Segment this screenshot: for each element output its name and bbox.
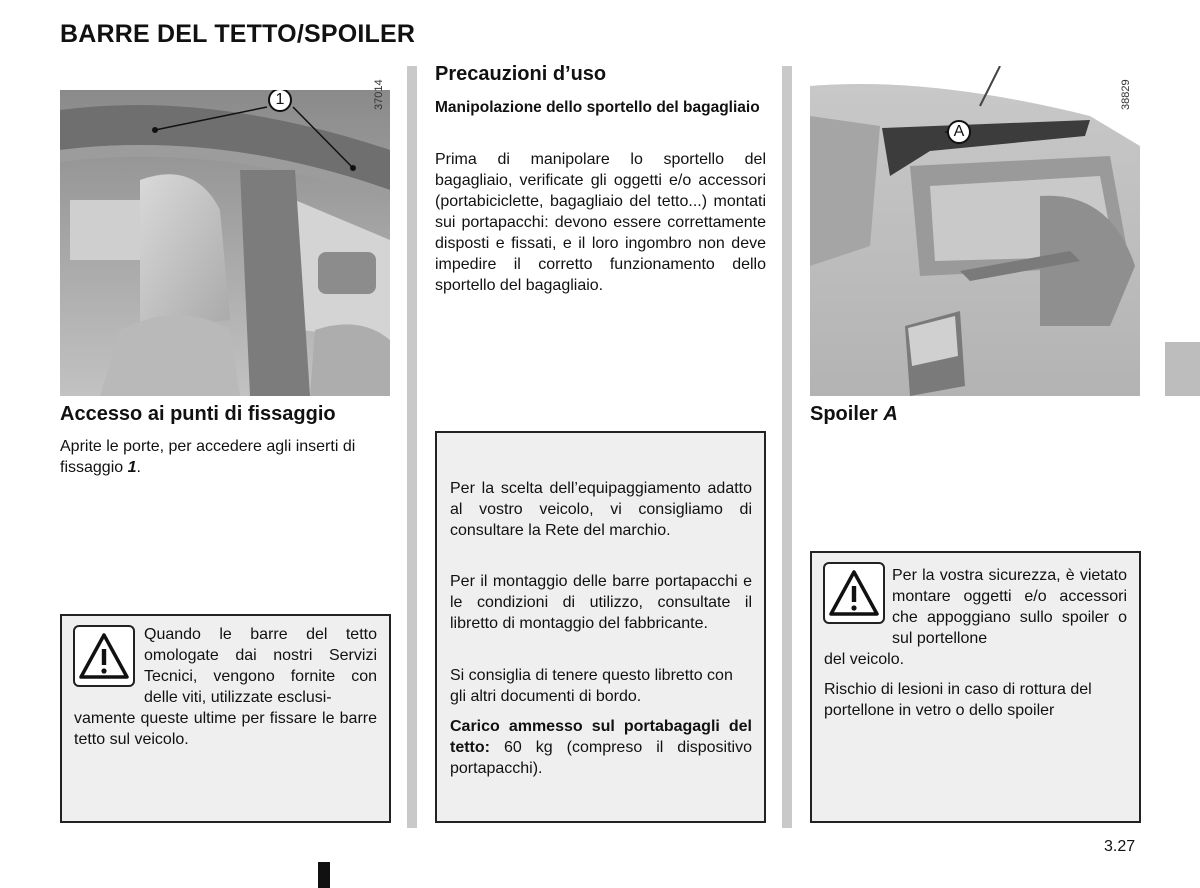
column-divider-right: [782, 66, 792, 828]
heading-precautions: Precauzioni d’uso: [435, 63, 607, 85]
fixing-points-text: Aprite le porte, per accedere agli inserti di fissaggio 1.: [60, 438, 356, 476]
image-code-right: 38829: [1120, 79, 1132, 110]
column-divider-left: [407, 66, 417, 828]
image-code-left: 37014: [373, 79, 385, 110]
callout-1: 1: [268, 90, 292, 112]
info-box-middle: [435, 431, 766, 823]
spoiler-photo: [810, 66, 1140, 396]
warning-box-right: [810, 551, 1141, 823]
note-paragraph-2: Per il montaggio delle barre portapacchi e le condizioni di utilizzo, consultate il libretto di montaggio del fabbricante.: [450, 573, 752, 632]
warning-text-right-rest: del veicolo.: [824, 651, 905, 668]
chapter-tab-marker: [1165, 342, 1200, 396]
warning-text-left-lead: Quando le barre del tetto omologate dai nostri Servizi Tecnici, vengono fornite con delle viti, utilizzate esclusi-: [144, 626, 377, 706]
callout-A: A: [947, 120, 971, 144]
page-title: BARRE DEL TETTO/SPOILER: [60, 20, 416, 48]
page-number: 3.27: [1104, 838, 1136, 855]
note-paragraph-1: Per la scelta dell’equipaggiamento adatto al vostro veicolo, vi consigliamo di consultare la Rete del marchio.: [450, 480, 752, 539]
roof-bar-fixing-photo: [60, 90, 390, 396]
heading-fixing-points: Accesso ai punti di fissaggio: [60, 403, 336, 425]
note-paragraph-4: Carico ammesso sul portabagagli del tetto: 60 kg (compreso il dispositivo portapacchi).: [450, 718, 752, 777]
warning-triangle-icon: [73, 625, 135, 687]
precautions-text: Prima di manipolare lo sportello del bagagliaio, verificate gli oggetti e/o accessori (portabiciclette, bagagliaio del tetto...) montati sui portapacchi: devono essere correttamente disposti e fissati, e il loro ingombro non deve impedire il corretto funzionamento dello sportello del bagagliaio.: [435, 151, 766, 294]
warning-text-left-rest: vamente queste ultime per fissare le barre tetto sul veicolo.: [74, 710, 377, 748]
warning-box-left: [60, 614, 391, 823]
subheading-trunk-lid: Manipolazione dello sportello del bagagliaio: [435, 99, 760, 116]
warning-text-right-lead: Per la vostra sicurezza, è vietato montare oggetti e/o accessori che appoggiano sullo spoiler o sul portellone: [892, 567, 1127, 647]
warning-text-right-p2: Rischio di lesioni in caso di rottura del portellone in vetro o dello spoiler: [824, 681, 1092, 719]
page-bottom-marker: [318, 862, 330, 888]
heading-spoiler: Spoiler A: [810, 403, 898, 425]
note-paragraph-3: Si consiglia di tenere questo libretto con gli altri documenti di bordo.: [450, 667, 733, 705]
warning-triangle-icon: [823, 562, 885, 624]
